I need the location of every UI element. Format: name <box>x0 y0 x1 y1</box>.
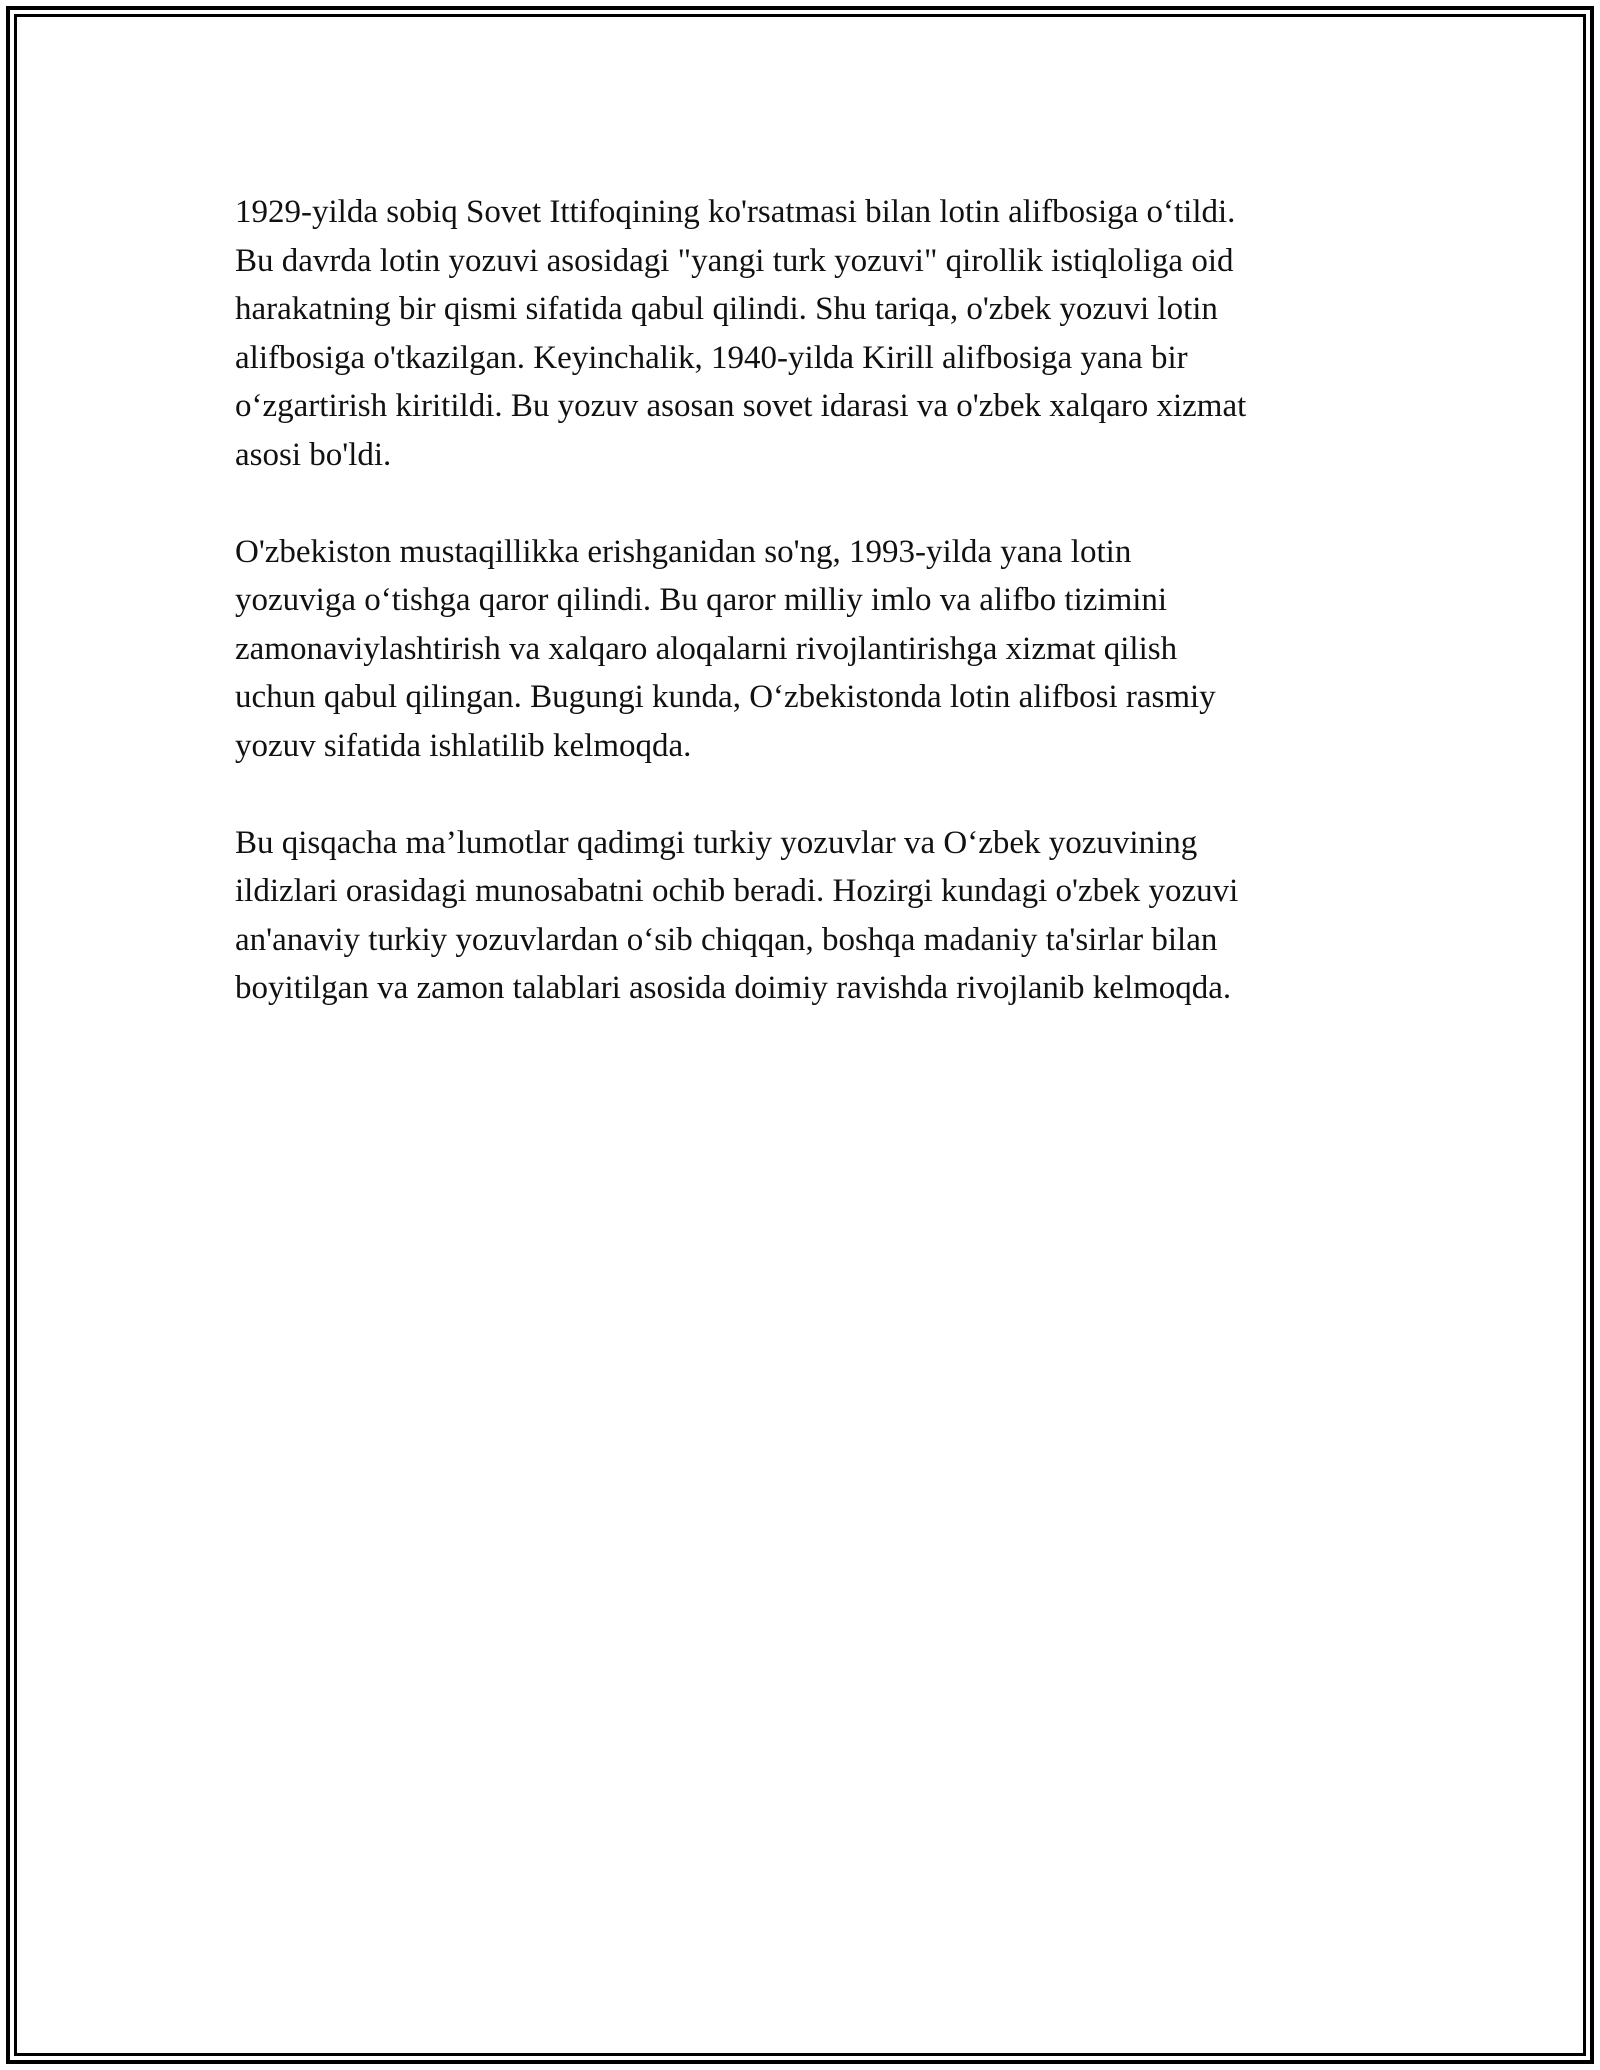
text-line: Bu qisqacha ma’lumotlar qadimgi turkiy yozuvlar va O‘zbek yozuvining <box>235 824 1198 861</box>
text-line: alifbosiga o'tkazilgan. Keyinchalik, 1940-yilda Kirill alifbosiga yana bir <box>235 339 1188 376</box>
paragraph-1 <box>235 188 1385 479</box>
text-line: ildizlari orasidagi munosabatni ochib beradi. Hozirgi kundagi o'zbek yozuvi <box>235 873 1239 909</box>
document-body <box>235 188 1385 1061</box>
text-line: O'zbekiston mustaqillikka erishganidan so'ng, 1993-yilda yana lotin <box>235 533 1132 570</box>
text-line: boyitilgan va zamon talablari asosida doimiy ravishda rivojlanib kelmoqda. <box>235 970 1232 1006</box>
text-line: Bu davrda lotin yozuvi asosidagi "yangi turk yozuvi" qirollik istiqloliga oid <box>235 242 1234 279</box>
text-line: zamonaviylashtirish va xalqaro aloqalarni rivojlantirishga xizmat qilish <box>235 630 1178 667</box>
text-line: o‘zgartirish kiritildi. Bu yozuv asosan sovet idarasi va o'zbek xalqaro xizmat <box>235 388 1247 424</box>
text-line: 1929-yilda sobiq Sovet Ittifoqining ko'rsatmasi bilan lotin alifbosiga o‘tildi. <box>235 194 1236 230</box>
paragraph-3 <box>235 819 1385 1013</box>
text-line: harakatning bir qismi sifatida qabul qilindi. Shu tariqa, o'zbek yozuvi lotin <box>235 291 1218 327</box>
paragraph-2 <box>235 528 1385 771</box>
text-line: yozuviga o‘tishga qaror qilindi. Bu qaror milliy imlo va alifbo tizimini <box>235 582 1168 618</box>
text-line: uchun qabul qilingan. Bugungi kunda, O‘zbekistonda lotin alifbosi rasmiy <box>235 679 1216 715</box>
text-line: an'anaviy turkiy yozuvlardan o‘sib chiqqan, boshqa madaniy ta'sirlar bilan <box>235 921 1218 958</box>
text-line: yozuv sifatida ishlatilib kelmoqda. <box>235 727 692 764</box>
text-line: asosi bo'ldi. <box>235 436 392 473</box>
